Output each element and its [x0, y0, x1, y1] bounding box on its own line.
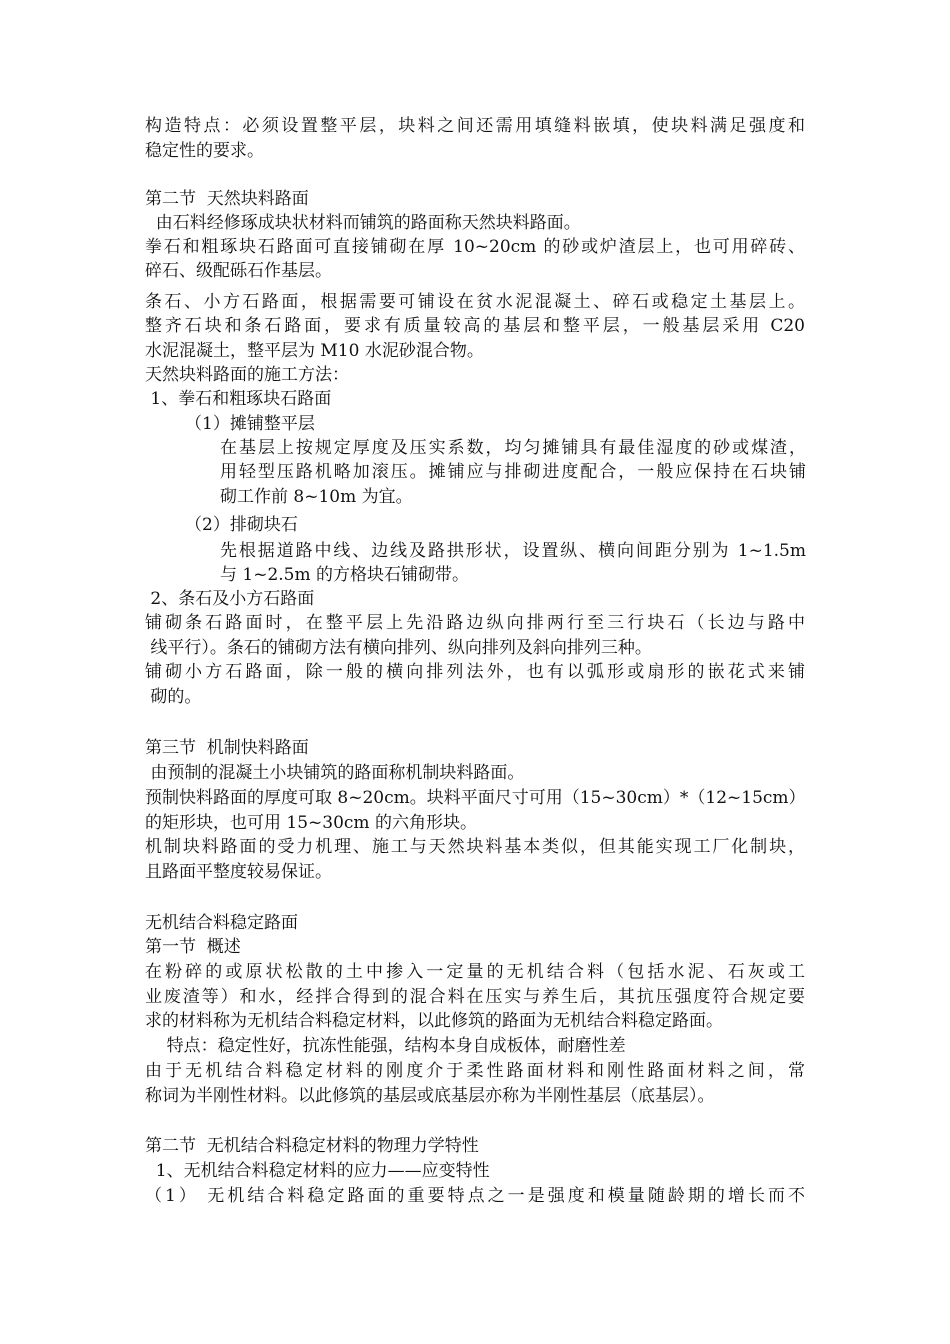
section-heading: 第二节 无机结合料稳定材料的物理力学特性	[145, 1136, 479, 1156]
paragraph-line: 拳石和粗琢块石路面可直接铺砌在厚 10~20cm 的砂或炉渣层上，也可用碎砖、	[145, 237, 805, 257]
paragraph-line: 的矩形块，也可用 15~30cm 的六角形块。	[145, 813, 477, 833]
paragraph-line: 机制块料路面的受力机理、施工与天然块料基本类似，但其能实现工厂化制块，	[145, 837, 805, 857]
section-heading: 第一节 概述	[145, 937, 241, 957]
sub-list-item: （2）排砌块石	[185, 515, 298, 535]
paragraph-line: 用轻型压路机略加滚压。摊铺应与排砌进度配合，一般应保持在石块铺	[220, 462, 806, 482]
section-heading: 第三节 机制快料路面	[145, 738, 309, 758]
paragraph-line: 稳定性的要求。	[145, 141, 264, 161]
paragraph-line: 特点：稳定性好，抗冻性能强，结构本身自成板体，耐磨性差	[145, 1036, 626, 1056]
list-item: 2、条石及小方石路面	[145, 589, 315, 609]
paragraph-line: （1） 无机结合料稳定路面的重要特点之一是强度和模量随龄期的增长而不	[145, 1186, 805, 1206]
paragraph-line: 条石、小方石路面，根据需要可铺设在贫水泥混凝土、碎石或稳定土基层上。	[145, 292, 805, 312]
paragraph-line: 与 1~2.5m 的方格块石铺砌带。	[220, 565, 470, 585]
chapter-heading: 无机结合料稳定路面	[145, 913, 298, 933]
paragraph-line: 由于无机结合料稳定材料的刚度介于柔性路面材料和刚性路面材料之间，常	[145, 1061, 805, 1081]
paragraph-line: 由石料经修琢成块状材料而铺筑的路面称天然块料路面。	[145, 213, 581, 233]
paragraph-line: 构造特点：必须设置整平层，块料之间还需用填缝料嵌填，使块料满足强度和	[145, 116, 805, 136]
paragraph-line: 在粉碎的或原状松散的土中掺入一定量的无机结合料（包括水泥、石灰或工	[145, 962, 805, 982]
paragraph-line: 由预制的混凝土小块铺筑的路面称机制块料路面。	[145, 763, 525, 783]
paragraph-line: 预制快料路面的厚度可取 8~20cm。块料平面尺寸可用（15~30cm）*（12~15cm）	[145, 788, 806, 808]
paragraph-line: 天然块料路面的施工方法：	[145, 365, 349, 385]
list-item: 1、无机结合料稳定材料的应力——应变特性	[145, 1161, 490, 1181]
paragraph-line: 铺砌小方石路面，除一般的横向排列法外，也有以弧形或扇形的嵌花式来铺	[145, 662, 805, 682]
paragraph-line: 整齐石块和条石路面，要求有质量较高的基层和整平层，一般基层采用 C20	[145, 316, 805, 336]
paragraph-line: 先根据道路中线、边线及路拱形状，设置纵、横向间距分别为 1~1.5m	[220, 541, 806, 561]
paragraph-line: 水泥混凝土，整平层为 M10 水泥砂混合物。	[145, 341, 484, 361]
paragraph-line: 且路面平整度较易保证。	[145, 862, 332, 882]
section-heading: 第二节 天然块料路面	[145, 189, 309, 209]
paragraph-line: 铺砌条石路面时，在整平层上先沿路边纵向排两行至三行块石（长边与路中	[145, 613, 805, 633]
paragraph-line: 碎石、级配砾石作基层。	[145, 261, 332, 281]
paragraph-line: 线平行）。条石的铺砌方法有横向排列、纵向排列及斜向排列三种。	[145, 638, 652, 658]
sub-list-item: （1）摊铺整平层	[185, 414, 315, 434]
paragraph-line: 砌工作前 8~10m 为宜。	[220, 487, 413, 507]
paragraph-line: 砌的。	[145, 687, 202, 707]
paragraph-line: 称词为半刚性材料。以此修筑的基层或底基层亦称为半刚性基层（底基层）。	[145, 1086, 715, 1106]
paragraph-line: 在基层上按规定厚度及压实系数，均匀摊铺具有最佳湿度的砂或煤渣，	[220, 438, 806, 458]
paragraph-line: 业废渣等）和水，经拌合得到的混合料在压实与养生后，其抗压强度符合规定要	[145, 987, 805, 1007]
paragraph-line: 求的材料称为无机结合料稳定材料，以此修筑的路面为无机结合料稳定路面。	[145, 1011, 723, 1031]
list-item: 1、拳石和粗琢块石路面	[145, 389, 332, 409]
